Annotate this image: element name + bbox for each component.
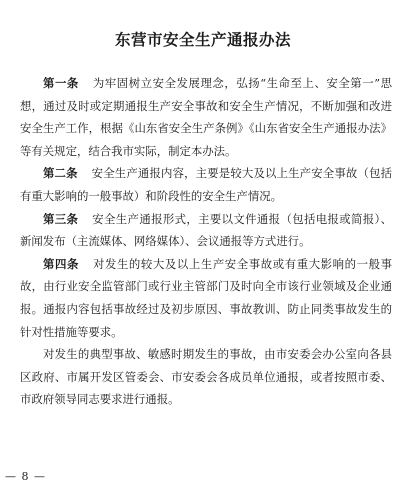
article-2-text: 安全生产通报内容，主要是较大及以上生产安全事故（包括有重大影响的一般事故）和阶段性的安全生产情况。 (20, 166, 392, 203)
document-body (20, 72, 392, 411)
article-1-text: 为牢固树立安全发展理念，弘扬“生命至上、安全第一”思想，通过及时或定期通报生产安全事故和安全生产情况，不断加强和改进安全生产工作，根据《山东省安全生产条例》《山东省安全生产通报办法》等有关规定，结合我市实际，制定本办法。 (20, 76, 392, 158)
article-3-number: 第三条 (43, 211, 79, 226)
article-2 (20, 162, 392, 207)
document-title: 东营市安全生产通报办法 (114, 30, 291, 49)
article-3-text: 安全生产通报形式，主要以文件通报（包括电报或简报）、新闻发布（主流媒体、网络媒体）、会议通报等方式进行。 (20, 211, 392, 249)
page-number: — 8 — (5, 470, 46, 483)
article-4-continuation: 对发生的典型事故、敏感时期发生的事故，由市安委会办公室向各县区政府、市属开发区管委会、市安委会各成员单位通报，或者按照市委、市政府领导同志要求进行通报。 (20, 347, 392, 407)
article-3 (20, 208, 392, 253)
article-1-number: 第一条 (43, 76, 79, 90)
article-4 (20, 253, 392, 343)
article-1 (20, 72, 392, 162)
article-4-number: 第四条 (43, 256, 79, 271)
article-4-text: 对发生的较大及以上生产安全事故或有重大影响的一般事故，由行业安全监管部门或行业主管部门及时向全市该行业领域及企业通报。通报内容包括事故经过及初步原因、事故教训、防止同类事故发生的针对性措施等要求。 (20, 256, 392, 339)
article-2-number: 第二条 (43, 166, 78, 181)
